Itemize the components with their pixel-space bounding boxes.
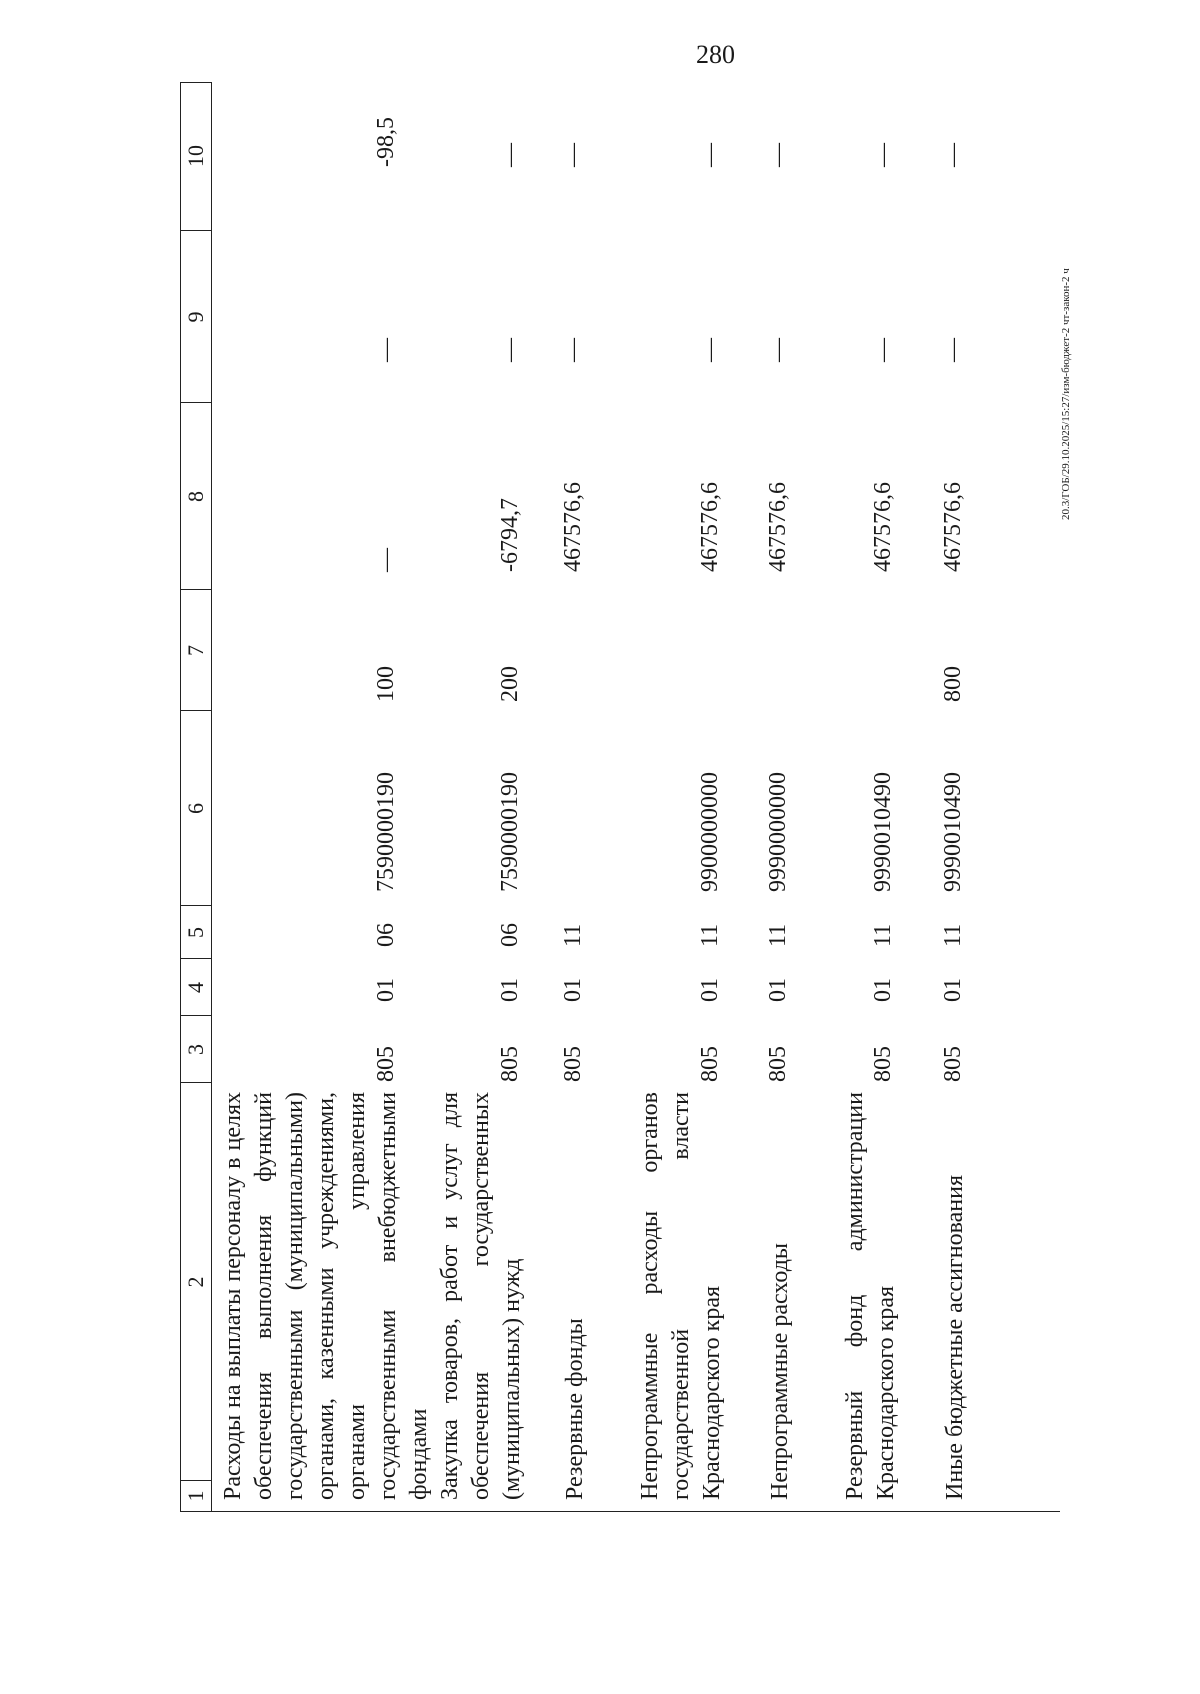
cell-col-4: 01	[697, 978, 723, 1002]
cell-col-5: 06	[373, 923, 399, 947]
row-name: Непрограммные расходы	[767, 1242, 793, 1500]
cell-col-10: —	[697, 143, 723, 167]
row-name: Резервный фонд администрации Краснодарского края	[842, 1092, 899, 1500]
cell-col-5: 11	[560, 923, 586, 947]
cell-col-5: 11	[697, 923, 723, 947]
cell-col-8: 467576,6	[560, 482, 586, 572]
row-name: Закупка товаров, работ и услуг для обеспечения государственных (муниципальных) нужд	[437, 1092, 525, 1500]
cell-col-7: 100	[373, 666, 399, 702]
cell-col-3: 805	[940, 1046, 966, 1082]
cell-col-3: 805	[765, 1046, 791, 1082]
cell-col-10: —	[765, 143, 791, 167]
cell-col-5: 11	[940, 923, 966, 947]
cell-col-7: 200	[497, 666, 523, 702]
cell-col-9: —	[373, 338, 399, 362]
row-name: Непрограммные расходы органов государственной власти Краснодарского края	[637, 1092, 725, 1500]
header-col-7: 7	[183, 645, 208, 656]
cell-col-6: 9990010490	[870, 772, 896, 892]
cell-col-10: —	[870, 143, 896, 167]
header-col-4: 4	[183, 982, 208, 993]
cell-col-5: 11	[870, 923, 896, 947]
header-col-10: 10	[183, 145, 208, 167]
cell-col-3: 805	[373, 1046, 399, 1082]
cell-col-8: -6794,7	[497, 498, 523, 572]
cell-col-9: —	[560, 338, 586, 362]
cell-col-9: —	[940, 338, 966, 362]
cell-col-6: 7590000190	[373, 772, 399, 892]
cell-col-6: 9990010490	[940, 772, 966, 892]
cell-col-10: —	[497, 143, 523, 167]
header-col-5: 5	[183, 927, 208, 938]
header-col-3: 3	[183, 1044, 208, 1055]
cell-col-8: 467576,6	[697, 482, 723, 572]
cell-col-3: 805	[697, 1046, 723, 1082]
cell-col-4: 01	[870, 978, 896, 1002]
cell-col-3: 805	[560, 1046, 586, 1082]
header-col-2: 2	[183, 1276, 208, 1288]
cell-col-7: 800	[940, 666, 966, 702]
cell-col-6: 9900000000	[697, 772, 723, 892]
cell-col-9: —	[497, 338, 523, 362]
row-name: Иные бюджетные ассигнования	[942, 1175, 968, 1500]
cell-col-10: —	[560, 143, 586, 167]
cell-col-4: 01	[497, 978, 523, 1002]
row-name: Резервные фонды	[562, 1318, 588, 1500]
header-col-8: 8	[183, 491, 208, 502]
page-number: 280	[696, 40, 735, 69]
footer-code: 20.3/ГОБ/29.10.2025/15:27/изм-бюджет-2 чт-закон-2 ч	[1060, 268, 1072, 520]
cell-col-5: 06	[497, 923, 523, 947]
cell-col-10: -98,5	[373, 117, 399, 167]
cell-col-6: 7590000190	[497, 772, 523, 892]
cell-col-9: —	[765, 338, 791, 362]
header-col-1: 1	[183, 1490, 208, 1502]
header-col-6: 6	[183, 803, 208, 814]
cell-col-8: 467576,6	[870, 482, 896, 572]
cell-col-4: 01	[765, 978, 791, 1002]
budget-table	[180, 82, 1060, 1512]
cell-col-8: 467576,6	[765, 482, 791, 572]
cell-col-9: —	[697, 338, 723, 362]
cell-col-4: 01	[940, 978, 966, 1002]
cell-col-5: 11	[765, 923, 791, 947]
cell-col-4: 01	[373, 978, 399, 1002]
header-col-9: 9	[183, 311, 208, 323]
cell-col-10: —	[940, 143, 966, 167]
cell-col-4: 01	[560, 978, 586, 1002]
table-header	[180, 82, 212, 1512]
cell-col-8: 467576,6	[940, 482, 966, 572]
cell-col-9: —	[870, 338, 896, 362]
cell-col-3: 805	[870, 1046, 896, 1082]
cell-col-8: —	[373, 548, 399, 572]
row-name: Расходы на выплаты персоналу в целях обеспечения выполнения функций государственными (муниципальными) органами, казенными учреждениями, органами управления государственными внебюджетными фондами	[220, 1092, 432, 1500]
cell-col-6: 9990000000	[765, 772, 791, 892]
cell-col-3: 805	[497, 1046, 523, 1082]
